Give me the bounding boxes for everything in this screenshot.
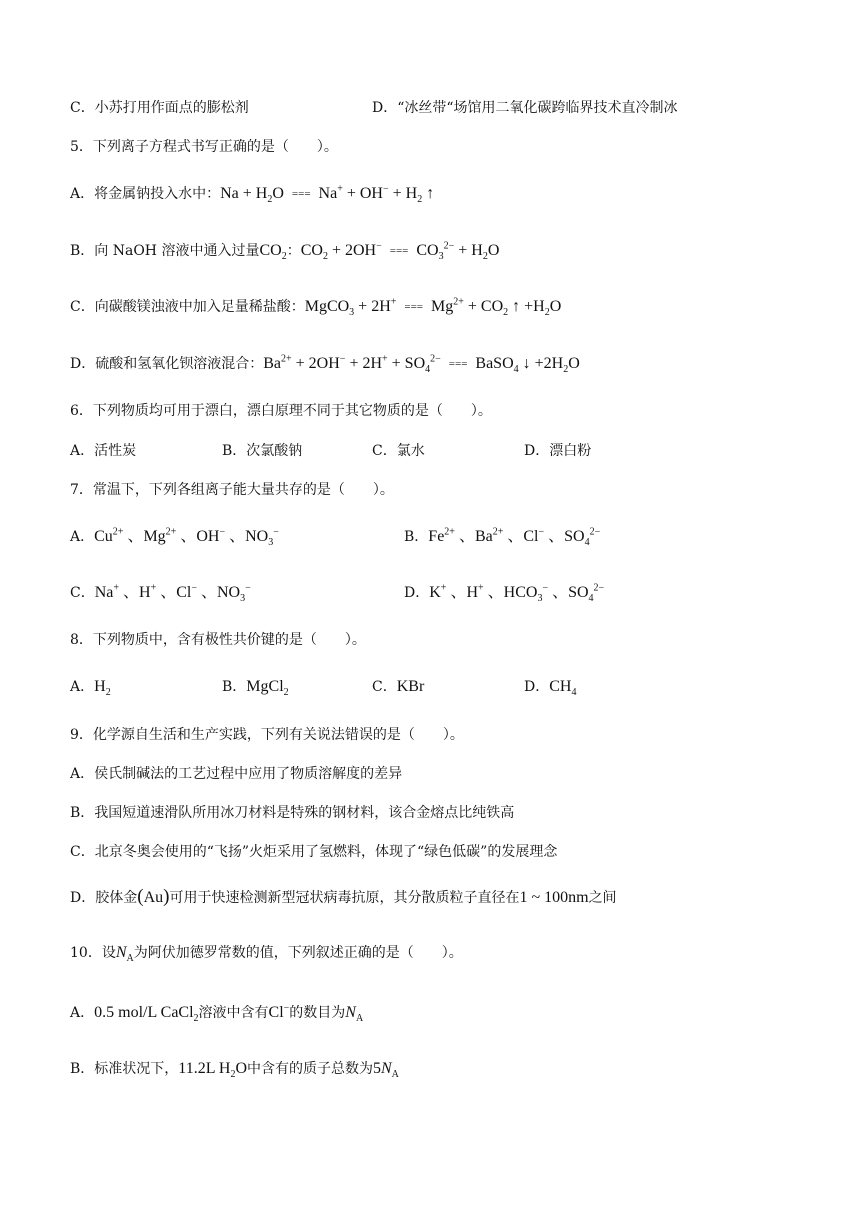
q7-option-c-label: C．: [70, 585, 95, 601]
q10-option-b: [70, 1059, 399, 1079]
q7-option-b: [404, 527, 600, 547]
q8-option-c: [372, 677, 424, 697]
q8-option-b: [222, 677, 289, 697]
q5-option-b-co2: $CO_2$: [259, 242, 287, 263]
q4-option-d: D．“冰丝带“场馆用二氧化碳跨临界技术直冷制冰: [372, 100, 678, 116]
q6-option-b: B．次氯酸钠: [222, 443, 303, 459]
q6-option-d: D．漂白粉: [524, 443, 592, 459]
q6-option-c: C．氯水: [372, 443, 425, 459]
q9-option-a: A．侯氏制碱法的工艺过程中应用了物质溶解度的差异: [70, 766, 403, 782]
q10-option-a-mid: 溶液中含有: [198, 1005, 269, 1021]
q5-option-b: [70, 241, 499, 261]
q10-option-b-volume: 11.2L $H_2O$: [178, 1060, 247, 1081]
q8-option-d: [524, 677, 576, 697]
q10-option-a-na: $N_A$: [345, 1004, 364, 1025]
q4-option-c: C．小苏打用作面点的膨松剂: [70, 100, 249, 116]
q10-option-b-mid: 中含有的质子总数为: [247, 1061, 373, 1077]
q5-option-d-equation: $Ba^{2+} + 2OH^- + 2H^+ + SO_4^{2-}$ === BaSO$_4$ ↓ $+2H_2O$: [263, 353, 580, 376]
q7-option-b-label: B．: [404, 529, 429, 545]
q7-option-d-label: D．: [404, 585, 430, 601]
q5-option-a: [70, 184, 434, 204]
q5-option-c-equation: MgCO$_3$ + 2H+ === $Mg^{2+} + CO_2$ ↑ $+H_2O$: [304, 296, 562, 319]
q8-option-a-label: A．: [70, 679, 95, 695]
q8-option-a: [70, 677, 111, 697]
q10-stem-pre: 10．设: [70, 945, 116, 961]
q8-option-b-label: B．: [222, 679, 247, 695]
q10-option-a-cl: Cl−: [268, 1002, 290, 1021]
q6-stem: 6．下列物质均可用于漂白，漂白原理不同于其它物质的是（ ）。: [70, 403, 492, 419]
q9-stem: 9．化学源自生活和生产实践，下列有关说法错误的是（ ）。: [70, 727, 464, 743]
q7-option-d-ions: K+ 、H+ 、$HCO_3^-$ 、$SO_4^{2-}$: [429, 582, 605, 605]
q5-option-b-equation: $CO_2 + 2OH^-$ === $CO_3^{2-} + H_2O$: [300, 240, 500, 263]
q8-option-a-formula: $H_2$: [94, 678, 111, 699]
q10-option-b-na: $5N_A$: [373, 1060, 399, 1081]
q9-option-d: [70, 887, 617, 908]
q10-stem-na: $N_A$: [115, 944, 134, 965]
q7-option-d: [404, 583, 604, 603]
q10-option-a-conc: 0.5 mol/L CaCl$_2$: [94, 1004, 199, 1025]
q6-option-a: A．活性炭: [70, 443, 137, 459]
q9-option-d-au: (Au): [137, 886, 170, 907]
q7-option-a: [70, 527, 279, 547]
q10-option-a: [70, 1003, 363, 1023]
q10-stem-post: 为阿伏加德罗常数的值，下列叙述正确的是（ ）。: [133, 945, 463, 961]
q9-option-d-mid: 可用于快速检测新型冠状病毒抗原，其分散质粒子直径在: [169, 890, 520, 906]
q7-option-b-ions: $Fe^{2+}$ 、$Ba^{2+}$ 、Cl− 、$SO_4^{2-}$: [428, 526, 601, 549]
q5-option-c: [70, 297, 561, 317]
q9-option-d-range: 1 ~ 100nm: [519, 889, 589, 906]
q8-option-d-label: D．: [524, 679, 550, 695]
q7-option-a-ions: $Cu^{2+}$ 、$Mg^{2+}$ 、OH− 、$NO_3^-$: [94, 526, 279, 549]
q8-option-d-formula: $CH_4$: [549, 678, 577, 699]
q5-option-c-text: C．向碳酸镁浊液中加入足量稀盐酸：: [70, 299, 305, 315]
q8-stem: 8．下列物质中，含有极性共价键的是（ ）。: [70, 632, 366, 648]
q5-option-d: [70, 354, 580, 374]
q9-option-b: B．我国短道速滑队所用冰刀材料是特殊的钢材料，该合金熔点比纯铁高: [70, 805, 515, 821]
q7-option-a-label: A．: [70, 529, 95, 545]
q5-option-b-text: B．向 NaOH 溶液中通入过量: [70, 243, 260, 259]
q9-option-d-pre: D．胶体金: [70, 890, 138, 906]
q8-option-c-formula: KBr: [396, 678, 425, 695]
q10-option-a-label: A．: [70, 1005, 95, 1021]
q9-option-d-post: 之间: [588, 890, 617, 906]
q5-option-a-equation: $Na + H_2O$ === $Na^+ + OH^- + H_2$ ↑: [220, 183, 435, 206]
q7-stem: 7．常温下，下列各组离子能大量共存的是（ ）。: [70, 482, 394, 498]
q8-option-b-formula: MgCl$_2$: [246, 678, 289, 699]
q5-option-b-colon: ：: [286, 243, 301, 259]
q5-stem: 5．下列离子方程式书写正确的是（ ）。: [70, 139, 338, 155]
q10-option-a-post: 的数目为: [289, 1005, 346, 1021]
q10-option-b-pre: B．标准状况下，: [70, 1061, 179, 1077]
q7-option-c: [70, 583, 251, 603]
q5-option-a-text: A．将金属钠投入水中：: [70, 186, 221, 202]
q8-option-c-label: C．: [372, 679, 397, 695]
q9-option-c: C．北京冬奥会使用的“飞扬”火炬采用了氢燃料，体现了“绿色低碳”的发展理念: [70, 844, 558, 860]
q5-option-d-text: D．硫酸和氢氧化钡溶液混合：: [70, 356, 264, 372]
q7-option-c-ions: Na+ 、H+ 、Cl− 、$NO_3^-$: [94, 582, 251, 605]
q10-stem: [70, 943, 463, 963]
